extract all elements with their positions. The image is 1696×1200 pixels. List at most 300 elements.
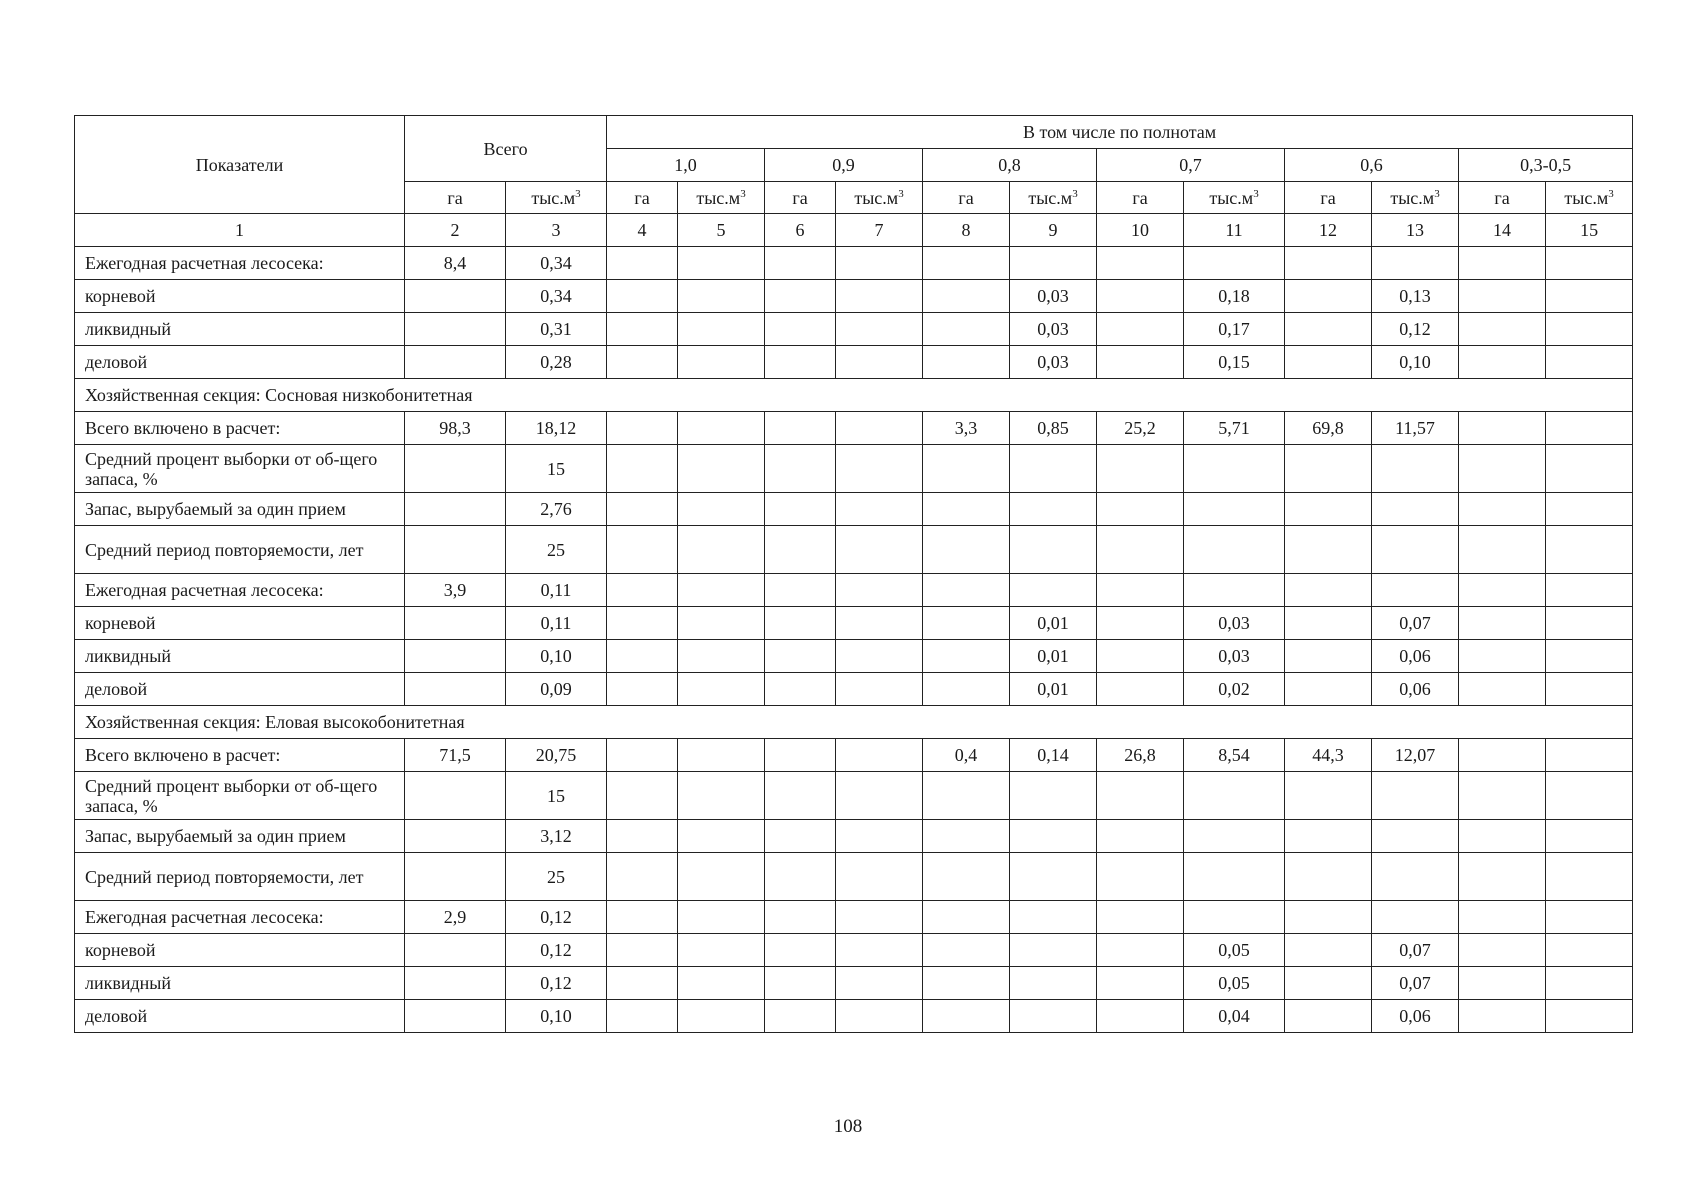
table-cell [1097,853,1184,901]
table-cell [765,412,836,445]
table-cell [1184,853,1285,901]
table-cell: 0,05 [1184,967,1285,1000]
table-row [75,574,1633,607]
table-cell [1010,934,1097,967]
table-cell [607,247,678,280]
row-label: Запас, вырубаемый за один прием [75,493,405,526]
table-cell [1372,247,1459,280]
table-cell: 8,54 [1184,739,1285,772]
table-cell [1459,673,1546,706]
table-cell [1285,820,1372,853]
table-cell: 0,18 [1184,280,1285,313]
table-cell: 25 [506,853,607,901]
table-cell [1285,445,1372,493]
table-cell [1285,346,1372,379]
table-cell [607,445,678,493]
table-cell [1285,493,1372,526]
table-cell [607,901,678,934]
table-cell [678,901,765,934]
table-cell [405,673,506,706]
table-cell: 11,57 [1372,412,1459,445]
table-cell: 25 [506,526,607,574]
table-cell [765,772,836,820]
table-cell [607,607,678,640]
table-cell [923,853,1010,901]
density-group-header: В том числе по полнотам [607,116,1633,149]
column-number: 14 [1459,214,1546,247]
table-row [75,313,1633,346]
table-cell: 0,01 [1010,640,1097,673]
row-label: корневой [75,280,405,313]
section-title: Хозяйственная секция: Еловая высокобонитетная [75,706,1633,739]
table-cell [607,934,678,967]
table-cell [1459,901,1546,934]
unit-area-header: га [765,182,836,214]
table-cell [836,934,923,967]
table-cell [1372,526,1459,574]
table-cell [1459,247,1546,280]
table-cell: 12,07 [1372,739,1459,772]
table-cell [765,967,836,1000]
table-cell [765,445,836,493]
unit-volume-header: $тыс.м^3$ [836,182,923,214]
table-cell: 0,12 [506,901,607,934]
table-cell: 5,71 [1184,412,1285,445]
column-number: 9 [1010,214,1097,247]
table-row [75,673,1633,706]
table-cell [923,280,1010,313]
row-label: Ежегодная расчетная лесосека: [75,247,405,280]
table-cell [1285,313,1372,346]
table-cell [836,853,923,901]
table-cell: 18,12 [506,412,607,445]
table-cell: 0,04 [1184,1000,1285,1033]
table-cell: 0,05 [1184,934,1285,967]
table-cell [1097,313,1184,346]
table-cell: 0,12 [506,934,607,967]
table-cell [607,673,678,706]
table-cell [836,1000,923,1033]
table-cell: 0,34 [506,280,607,313]
table-cell [1097,526,1184,574]
table-cell [405,853,506,901]
table-cell [405,820,506,853]
table-cell [1285,247,1372,280]
column-number: 1 [75,214,405,247]
table-cell [678,574,765,607]
table-cell [1285,853,1372,901]
table-cell [405,607,506,640]
table-cell [836,574,923,607]
table-row [75,640,1633,673]
table-cell [1097,445,1184,493]
table-cell [1459,346,1546,379]
table-cell [923,772,1010,820]
table-row [75,820,1633,853]
table-cell [765,640,836,673]
table-cell [1546,346,1633,379]
table-cell [607,1000,678,1033]
table-cell [836,901,923,934]
table-cell [923,607,1010,640]
table-cell [405,313,506,346]
table-row [75,280,1633,313]
row-label: деловой [75,1000,405,1033]
table-cell [1546,493,1633,526]
table-cell [836,346,923,379]
table-cell [923,346,1010,379]
table-cell: 0,06 [1372,1000,1459,1033]
table-cell [1097,247,1184,280]
table-cell [1285,574,1372,607]
table-cell [923,673,1010,706]
density-header: 0,9 [765,149,923,182]
column-number: 8 [923,214,1010,247]
table-cell [1285,967,1372,1000]
allowable-cut-table [74,115,1633,1033]
table-cell: 26,8 [1097,739,1184,772]
table-cell [1097,574,1184,607]
table-cell [1097,820,1184,853]
table-cell [836,820,923,853]
table-cell [678,493,765,526]
table-cell [1184,820,1285,853]
table-cell [765,280,836,313]
table-cell [1546,247,1633,280]
column-number: 3 [506,214,607,247]
table-cell: 15 [506,772,607,820]
density-header: 0,6 [1285,149,1459,182]
table-cell [1372,853,1459,901]
unit-volume-header: $тыс.м^3$ [506,182,607,214]
table-cell [765,526,836,574]
column-number: 2 [405,214,506,247]
table-cell [607,574,678,607]
table-cell: 25,2 [1097,412,1184,445]
table-cell [1459,607,1546,640]
density-header: 0,3-0,5 [1459,149,1633,182]
table-cell [1010,820,1097,853]
table-cell [1546,640,1633,673]
table-cell [678,772,765,820]
table-cell [765,346,836,379]
table-cell [1184,574,1285,607]
table-cell [1546,772,1633,820]
row-label: Всего включено в расчет: [75,412,405,445]
table-cell: 0,4 [923,739,1010,772]
unit-volume-header: $тыс.м^3$ [678,182,765,214]
table-cell [607,526,678,574]
table-cell: 0,12 [506,967,607,1000]
table-cell [607,853,678,901]
row-label: корневой [75,607,405,640]
column-number: 15 [1546,214,1633,247]
table-cell [836,280,923,313]
row-label: деловой [75,673,405,706]
table-cell [1546,445,1633,493]
row-label: Запас, вырубаемый за один прием [75,820,405,853]
row-label: Средний период повторяемости, лет [75,526,405,574]
table-cell [836,640,923,673]
table-cell [1459,280,1546,313]
unit-volume-header: $тыс.м^3$ [1010,182,1097,214]
table-cell [1285,772,1372,820]
row-label: ликвидный [75,967,405,1000]
table-cell [836,313,923,346]
table-cell [836,412,923,445]
table-cell [923,493,1010,526]
section-row [75,706,1633,739]
table-cell [1546,673,1633,706]
table-cell [1546,574,1633,607]
table-cell [923,445,1010,493]
table-cell [923,901,1010,934]
table-cell [678,640,765,673]
table-cell [607,493,678,526]
table-cell [1546,1000,1633,1033]
table-cell [923,1000,1010,1033]
table-header [75,116,1633,247]
table-cell [1546,412,1633,445]
table-cell [678,967,765,1000]
table-cell: 2,9 [405,901,506,934]
table-cell [1010,445,1097,493]
unit-area-header: га [923,182,1010,214]
table-cell [1459,967,1546,1000]
table-cell: 0,07 [1372,967,1459,1000]
table-cell [836,526,923,574]
table-cell [1459,445,1546,493]
table-cell: 0,03 [1010,280,1097,313]
table-cell: 15 [506,445,607,493]
table-cell [607,739,678,772]
table-cell [1097,772,1184,820]
table-cell: 98,3 [405,412,506,445]
table-cell [678,445,765,493]
table-cell [765,853,836,901]
table-cell [923,640,1010,673]
row-label: Ежегодная расчетная лесосека: [75,901,405,934]
table-cell [1285,607,1372,640]
table-row [75,445,1633,493]
table-cell: 0,03 [1184,640,1285,673]
table-row [75,1000,1633,1033]
table-row [75,967,1633,1000]
table-cell [1546,526,1633,574]
table-cell [923,967,1010,1000]
table-cell [1010,493,1097,526]
table-cell [765,247,836,280]
table-cell [1372,820,1459,853]
table-cell [1546,280,1633,313]
table-cell [607,772,678,820]
table-cell [405,346,506,379]
indicator-header: Показатели [75,116,405,214]
table-cell [405,280,506,313]
table-cell [1459,412,1546,445]
table-cell: 0,31 [506,313,607,346]
table-cell [607,280,678,313]
page-number: 108 [833,1116,863,1137]
table-cell [1010,853,1097,901]
table-cell [1285,901,1372,934]
row-label: ликвидный [75,640,405,673]
table-cell: 0,17 [1184,313,1285,346]
table-row [75,346,1633,379]
table-cell [405,640,506,673]
table-cell [1184,247,1285,280]
table-cell [1459,1000,1546,1033]
table-cell [923,247,1010,280]
table-cell [1097,493,1184,526]
table-cell [1459,493,1546,526]
table-cell [405,493,506,526]
section-row [75,379,1633,412]
table-row [75,772,1633,820]
table-cell: 0,09 [506,673,607,706]
table-cell [1010,247,1097,280]
table-cell [923,934,1010,967]
table-cell [1459,772,1546,820]
table-cell [1184,493,1285,526]
table-cell: 0,07 [1372,934,1459,967]
table-cell [607,313,678,346]
table-cell [1184,772,1285,820]
table-cell: 0,28 [506,346,607,379]
table-cell [1372,574,1459,607]
table-cell [678,526,765,574]
table-cell: 0,03 [1010,313,1097,346]
column-number: 4 [607,214,678,247]
table-cell [836,772,923,820]
unit-area-header: га [1285,182,1372,214]
table-cell [1097,901,1184,934]
table-cell [607,640,678,673]
table-cell: 3,9 [405,574,506,607]
table-cell [405,1000,506,1033]
table-cell [1459,739,1546,772]
table-cell [607,412,678,445]
table-cell [405,934,506,967]
table-cell [923,820,1010,853]
table-cell [1285,640,1372,673]
row-label: Средний процент выборки от об-щего запаса, % [75,445,405,493]
table-cell [765,1000,836,1033]
table-cell: 0,03 [1010,346,1097,379]
table-cell [1097,967,1184,1000]
table-cell [1546,820,1633,853]
table-cell [678,313,765,346]
table-cell [1372,493,1459,526]
column-number: 5 [678,214,765,247]
table-row [75,853,1633,901]
table-cell: 0,10 [506,640,607,673]
unit-area-header: га [607,182,678,214]
table-cell [923,526,1010,574]
table-cell [678,346,765,379]
table-cell [678,934,765,967]
table-cell [765,820,836,853]
table-cell [1285,934,1372,967]
table-cell: 0,06 [1372,640,1459,673]
table-cell [1097,607,1184,640]
unit-volume-header: $тыс.м^3$ [1184,182,1285,214]
table-cell [1010,772,1097,820]
row-label: Средний процент выборки от об-щего запаса, % [75,772,405,820]
unit-volume-header: $тыс.м^3$ [1546,182,1633,214]
table-cell [405,967,506,1000]
table-cell: 0,02 [1184,673,1285,706]
table-cell [1010,901,1097,934]
table-cell [678,820,765,853]
table-cell [678,673,765,706]
table-cell [1184,526,1285,574]
table-row [75,607,1633,640]
table-cell [836,493,923,526]
density-header: 1,0 [607,149,765,182]
table-cell [678,280,765,313]
table-cell: 0,11 [506,574,607,607]
table-row [75,526,1633,574]
table-cell [1184,901,1285,934]
table-row [75,412,1633,445]
table-cell [923,313,1010,346]
table-row [75,739,1633,772]
density-header: 0,8 [923,149,1097,182]
table-cell [1546,853,1633,901]
table-cell [765,574,836,607]
table-cell [1097,346,1184,379]
table-cell [1546,313,1633,346]
unit-area-header: га [1459,182,1546,214]
row-label: ликвидный [75,313,405,346]
column-number: 11 [1184,214,1285,247]
table-cell [1097,280,1184,313]
table-cell: 71,5 [405,739,506,772]
table-row [75,247,1633,280]
unit-volume-header: $тыс.м^3$ [1372,182,1459,214]
table-cell: 2,76 [506,493,607,526]
row-label: Средний период повторяемости, лет [75,853,405,901]
table-cell [836,607,923,640]
table-cell [765,739,836,772]
density-header: 0,7 [1097,149,1285,182]
table-cell [1372,772,1459,820]
table-cell: 0,03 [1184,607,1285,640]
table-cell [607,967,678,1000]
table-cell [765,313,836,346]
table-cell [1097,673,1184,706]
table-cell: 0,10 [1372,346,1459,379]
table-cell [1285,673,1372,706]
table-cell: 0,01 [1010,607,1097,640]
table-cell [1285,1000,1372,1033]
table-cell [678,1000,765,1033]
table-cell [1546,607,1633,640]
table-cell [678,412,765,445]
table-cell: 44,3 [1285,739,1372,772]
table-cell [1097,934,1184,967]
table-cell [405,772,506,820]
table-cell: 0,12 [1372,313,1459,346]
table-cell [1459,574,1546,607]
table-cell [678,607,765,640]
table-cell [678,247,765,280]
row-label: Ежегодная расчетная лесосека: [75,574,405,607]
table-row [75,493,1633,526]
table-cell [1546,967,1633,1000]
table-cell: 0,13 [1372,280,1459,313]
